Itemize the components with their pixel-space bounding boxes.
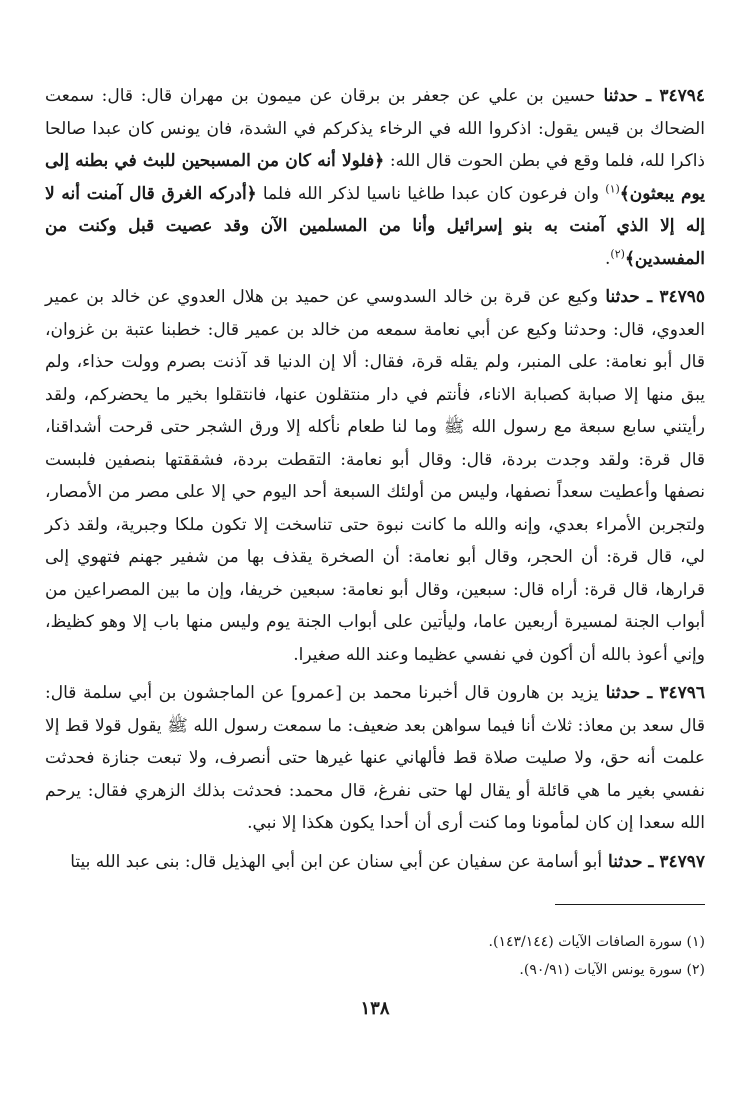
hadith-34796 [45, 677, 705, 840]
hadith-intro: ـ حدثنا [598, 683, 660, 703]
hadith-text: حسين بن علي عن جعفر بن برقان عن ميمون بن مهران قال: قال: سمعت الضحاك بن قيس يقول: اذكروا الله في الرخاء يذكركم في الشدة، فان يونس كان عبدا صالحا ذاكرا لله، فلما وقع في بطن الحوت قال الله: [45, 86, 705, 171]
quran-quote: ﴿فلولا أنه كان من المسبحين للبث في بطنه إلى يوم يبعثون﴾ [45, 151, 705, 204]
hadith-number: ٣٤٧٩٥ [659, 287, 705, 307]
footnotes [45, 928, 705, 984]
footnote-divider [555, 904, 705, 905]
quran-quote: ﴿أدركه الغرق قال آمنت أنه لا إله إلا الذي آمنت به بنو إسرائيل وأنا من المسلمين الآن وقد عصيت قبل وكنت من المفسدين﴾ [45, 183, 705, 269]
footnote-ref[interactable]: (١) [605, 181, 620, 195]
hadith-34794 [45, 80, 705, 275]
footnote-2: (٢) سورة يونس الآيات (٩٠/٩١). [519, 962, 705, 978]
hadith-text: يزيد بن هارون قال أخبرنا محمد بن [عمرو] عن الماجشون بن أبي سلمة قال: قال سعد بن معاذ: ثلاث أنا فيما سواهن بعد ضعيف: ما سمعت رسول الله ﷺ يقول قولا قط إلا علمت أنه حق، ولا صليت صلاة قط فألهاني عنها غيرها حتى أنصرف، ولا تبعت جنازة فحدثت نفسي بغير ما هي قائلة أو يقال لها حتى نفرغ، قال محمد: فحدثت بذلك الزهري فقال: يرحم الله سعدا إن كان لمأمونا وما كنت أرى أن أحدا يكون هكذا إلا نبي. [45, 683, 705, 833]
page-number: ١٣٨ [360, 998, 390, 1019]
hadith-number: ٣٤٧٩٧ [659, 851, 705, 872]
hadith-34795 [45, 281, 705, 671]
hadith-number: ٣٤٧٩٦ [659, 683, 705, 703]
hadith-intro: ـ حدثنا [598, 287, 660, 307]
footnote-1: (١) سورة الصافات الآيات (١٤٣/١٤٤). [488, 934, 705, 950]
footnote-ref[interactable]: (٢) [610, 246, 625, 260]
hadith-intro: ـ حدثنا [602, 851, 660, 872]
main-text [45, 80, 705, 878]
hadith-intro: ـ حدثنا [595, 86, 660, 106]
hadith-text: وكيع عن قرة بن خالد السدوسي عن حميد بن هلال العدوي عن خالد بن عمير العدوي، قال: وحدثنا وكيع عن أبي نعامة سمعه من خالد بن عمير قال: خطبنا عتبة بن غزوان، قال أبو نعامة: على المنبر، ولم يقله قرة، فقال: ألا إن الدنيا قد آذنت بصرم وولت حذاء، ولم يبق منها إلا صبابة كصبابة الاناء، فأنتم في دار منتقلون عنها، فانتقلوا بخير ما يحضركم، ولقد رأيتني سابع سبعة مع رسول الله ﷺ وما لنا طعام نأكله إلا ورق الشجر حتى قرحت أشداقنا، قال قرة: ولقد وجدت بردة، قال: وقال أبو نعامة: التقطت بردة، فشققتها بنصفين فلبست نصفها وأعطيت سعداً نصفها، وليس من أولئك السبعة أحد اليوم حي إلا على مصر من الأمصار، ولتجربن الأمراء بعدي، وإنه والله ما كانت نبوة حتى تناسخت إلا تكون ملكا وجبرية، ولقد ذكر لي، قال قرة: أن الحجر، وقال أبو نعامة: أن الصخرة يقذف بها من شفير جهنم فتهوي إلى قرارها، قال قرة: أراه قال: سبعين، وقال أبو نعامة: سبعين خريفا، وإن ما بين المصراعين من أبواب الجنة لمسيرة أربعين عاما، وليأتين على أبواب الجنة يوم وليس منها باب إلا وهو كظيظ، وإني أعوذ بالله أن أكون في نفسي عظيما وعند الله صغيرا. [45, 287, 705, 665]
hadith-34797 [45, 846, 705, 879]
hadith-text: أبو أسامة عن سفيان عن أبي سنان عن ابن أبي الهذيل قال: بنى عبد الله بيتا [70, 851, 603, 872]
hadith-text: وان فرعون كان عبدا طاغيا ناسيا لذكر الله فلما [256, 183, 606, 204]
hadith-text: . [605, 248, 611, 269]
hadith-number: ٣٤٧٩٤ [659, 86, 706, 106]
